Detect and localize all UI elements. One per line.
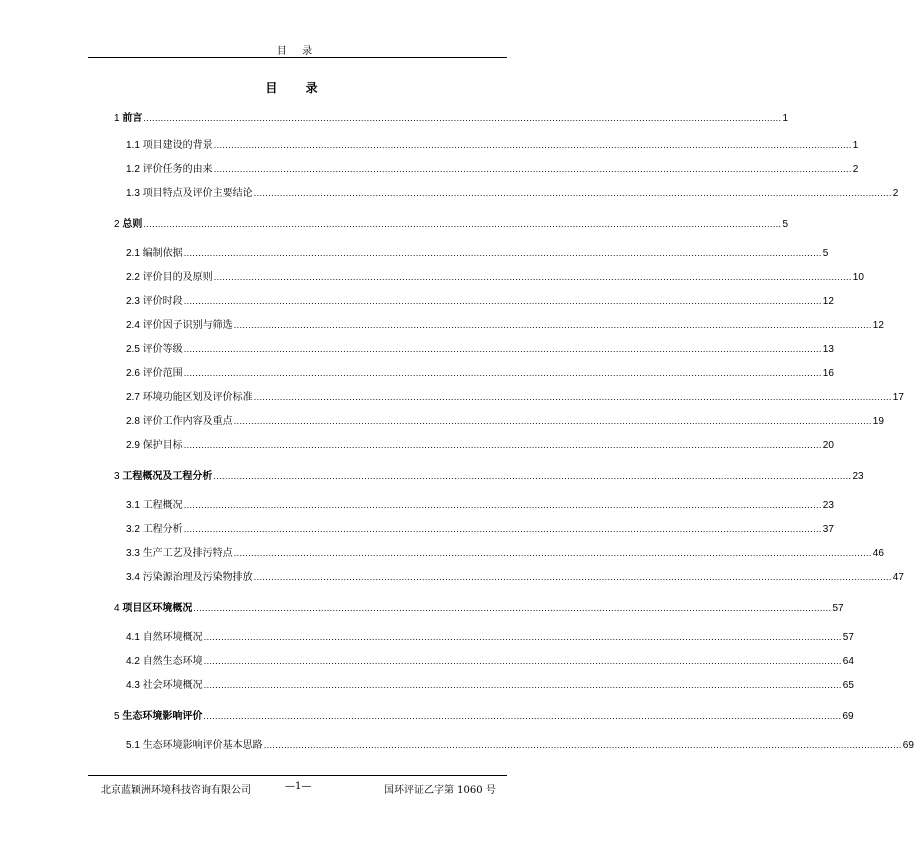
- toc-entry-page: 16: [822, 368, 834, 379]
- toc-entry-page: 23: [852, 471, 864, 482]
- toc-entry-title: 前言: [122, 113, 143, 124]
- toc-entry-title: 生态环境影响评价基本思路: [142, 740, 263, 751]
- toc-entry-page: 57: [842, 632, 854, 643]
- toc-entry-title: 项目特点及评价主要结论: [142, 188, 253, 199]
- toc-entry[interactable]: [126, 630, 854, 644]
- footer-certificate: 国环评证乙字第 1060 号: [384, 785, 496, 796]
- footer-company: 北京蓝颖洲环境科技咨询有限公司: [101, 785, 251, 796]
- toc-entry-number: 1.1: [126, 140, 143, 151]
- toc-entry-page: 69: [902, 740, 914, 751]
- toc-leader-dots: ............................................................................................................................................................................................................................: [183, 524, 822, 534]
- toc-leader-dots: ............................................................................................................................................................................................................................: [253, 392, 892, 402]
- toc-entry-number: 5: [114, 711, 123, 722]
- toc-entry[interactable]: [126, 366, 834, 380]
- toc-entry[interactable]: [126, 522, 834, 536]
- toc-leader-dots: ............................................................................................................................................................................................................................: [183, 440, 822, 450]
- toc-entry-title: 工程概况及工程分析: [122, 471, 213, 482]
- toc-entry-page: 57: [832, 603, 844, 614]
- toc-entry-title: 污染源治理及污染物排放: [142, 572, 253, 583]
- toc-entry-number: 2.2: [126, 272, 143, 283]
- toc-leader-dots: ............................................................................................................................................................................................................................: [233, 416, 872, 426]
- toc-entry-title: 保护目标: [142, 440, 183, 451]
- toc-entry-title: 生产工艺及排污特点: [142, 548, 233, 559]
- toc-entry-number: 3.1: [126, 500, 143, 511]
- toc-entry-page: 1: [782, 113, 789, 124]
- footer-divider: [88, 775, 507, 776]
- toc-entry-page: 2: [892, 188, 899, 199]
- toc-leader-dots: ............................................................................................................................................................................................................................: [233, 548, 872, 558]
- toc-entry[interactable]: [126, 546, 884, 560]
- toc-entry-number: 1.2: [126, 164, 143, 175]
- toc-entry-number: 1.3: [126, 188, 143, 199]
- running-header: 目 录: [276, 46, 319, 57]
- toc-entry-number: 2.4: [126, 320, 143, 331]
- toc-entry-title: 社会环境概况: [142, 680, 203, 691]
- toc-entry-number: 2.9: [126, 440, 143, 451]
- toc-entry-number: 2.3: [126, 296, 143, 307]
- toc-leader-dots: ............................................................................................................................................................................................................................: [213, 164, 852, 174]
- toc-entry-title: 评价时段: [142, 296, 183, 307]
- toc-entry-number: 4: [114, 603, 123, 614]
- toc-entry[interactable]: [126, 270, 864, 284]
- toc-entry[interactable]: [126, 186, 899, 200]
- toc-entry-page: 46: [872, 548, 884, 559]
- toc-entry-page: 1: [852, 140, 859, 151]
- toc-leader-dots: ............................................................................................................................................................................................................................: [183, 344, 822, 354]
- toc-entry-page: 2: [852, 164, 859, 175]
- toc-leader-dots: ............................................................................................................................................................................................................................: [253, 188, 892, 198]
- toc-entry-page: 12: [872, 320, 884, 331]
- toc-entry[interactable]: [126, 294, 834, 308]
- toc-entry[interactable]: [126, 390, 904, 404]
- toc-entry[interactable]: [126, 654, 854, 668]
- toc-leader-dots: ............................................................................................................................................................................................................................: [183, 296, 822, 306]
- footer-page-number: —1—: [285, 781, 312, 792]
- toc-entry-title: 评价目的及原则: [142, 272, 213, 283]
- toc-entry-number: 2: [114, 219, 123, 230]
- toc-leader-dots: ............................................................................................................................................................................................................................: [263, 740, 902, 750]
- toc-entry[interactable]: [126, 414, 884, 428]
- toc-entry-title: 总则: [122, 219, 143, 230]
- toc-entry-page: 17: [892, 392, 904, 403]
- toc-entry-page: 10: [852, 272, 864, 283]
- toc-entry-page: 65: [842, 680, 854, 691]
- toc-entry[interactable]: [114, 111, 789, 125]
- toc-leader-dots: ............................................................................................................................................................................................................................: [143, 113, 782, 123]
- toc-entry[interactable]: [114, 601, 844, 615]
- toc-entry[interactable]: [126, 318, 884, 332]
- toc-title: 目 录: [265, 81, 330, 95]
- toc-entry[interactable]: [126, 498, 834, 512]
- toc-leader-dots: ............................................................................................................................................................................................................................: [143, 219, 782, 229]
- toc-entry-title: 自然生态环境: [142, 656, 203, 667]
- toc-leader-dots: ............................................................................................................................................................................................................................: [253, 572, 892, 582]
- toc-entry-number: 4.3: [126, 680, 143, 691]
- toc-entry[interactable]: [126, 678, 854, 692]
- toc-entry-number: 3.3: [126, 548, 143, 559]
- toc-leader-dots: ............................................................................................................................................................................................................................: [213, 471, 852, 481]
- toc-leader-dots: ............................................................................................................................................................................................................................: [183, 248, 822, 258]
- toc-entry-number: 2.1: [126, 248, 143, 259]
- toc-entry[interactable]: [126, 570, 904, 584]
- toc-entry-title: 环境功能区划及评价标准: [142, 392, 253, 403]
- toc-entry-page: 5: [782, 219, 789, 230]
- toc-entry-title: 工程分析: [142, 524, 183, 535]
- toc-entry-title: 生态环境影响评价: [122, 711, 203, 722]
- toc-entry-page: 69: [842, 711, 854, 722]
- toc-entry-number: 3.2: [126, 524, 143, 535]
- toc-entry-title: 评价因子识别与筛选: [142, 320, 233, 331]
- toc-entry-page: 37: [822, 524, 834, 535]
- toc-entry[interactable]: [114, 469, 864, 483]
- toc-entry-title: 评价范围: [142, 368, 183, 379]
- toc-leader-dots: ............................................................................................................................................................................................................................: [203, 680, 842, 690]
- toc-entry-title: 编制依据: [142, 248, 183, 259]
- toc-entry[interactable]: [126, 738, 914, 752]
- toc-entry[interactable]: [126, 162, 859, 176]
- toc-leader-dots: ............................................................................................................................................................................................................................: [193, 603, 832, 613]
- toc-entry-number: 1: [114, 113, 123, 124]
- toc-entry-page: 64: [842, 656, 854, 667]
- toc-entry-page: 12: [822, 296, 834, 307]
- toc-entry-number: 2.5: [126, 344, 143, 355]
- toc-entry[interactable]: [126, 438, 834, 452]
- toc-entry-number: 4.2: [126, 656, 143, 667]
- toc-leader-dots: ............................................................................................................................................................................................................................: [203, 656, 842, 666]
- toc-entry-number: 2.7: [126, 392, 143, 403]
- toc-entry[interactable]: [126, 138, 859, 152]
- toc-leader-dots: ............................................................................................................................................................................................................................: [233, 320, 872, 330]
- toc-entry-page: 20: [822, 440, 834, 451]
- toc-entry-title: 项目区环境概况: [122, 603, 193, 614]
- toc-entry[interactable]: [114, 709, 854, 723]
- toc-entry[interactable]: [126, 342, 834, 356]
- toc-leader-dots: ............................................................................................................................................................................................................................: [183, 500, 822, 510]
- toc-entry-page: 19: [872, 416, 884, 427]
- toc-entry-title: 工程概况: [142, 500, 183, 511]
- toc-entry-page: 47: [892, 572, 904, 583]
- toc-entry-title: 项目建设的背景: [142, 140, 213, 151]
- toc-entry[interactable]: [126, 246, 829, 260]
- toc-leader-dots: ............................................................................................................................................................................................................................: [203, 632, 842, 642]
- toc-leader-dots: ............................................................................................................................................................................................................................: [213, 272, 852, 282]
- toc-entry-page: 13: [822, 344, 834, 355]
- toc-entry-number: 4.1: [126, 632, 143, 643]
- toc-entry-number: 2.8: [126, 416, 143, 427]
- toc-entry-number: 3.4: [126, 572, 143, 583]
- toc-entry-number: 3: [114, 471, 123, 482]
- toc-leader-dots: ............................................................................................................................................................................................................................: [203, 711, 842, 721]
- toc-entry-number: 5.1: [126, 740, 143, 751]
- toc-entry-page: 23: [822, 500, 834, 511]
- toc-entry[interactable]: [114, 217, 789, 231]
- toc-entry-title: 自然环境概况: [142, 632, 203, 643]
- toc-entry-title: 评价等级: [142, 344, 183, 355]
- toc-leader-dots: ............................................................................................................................................................................................................................: [183, 368, 822, 378]
- toc-leader-dots: ............................................................................................................................................................................................................................: [213, 140, 852, 150]
- toc-entry-page: 5: [822, 248, 829, 259]
- toc-entry-number: 2.6: [126, 368, 143, 379]
- toc-entry-title: 评价任务的由来: [142, 164, 213, 175]
- toc-entry-title: 评价工作内容及重点: [142, 416, 233, 427]
